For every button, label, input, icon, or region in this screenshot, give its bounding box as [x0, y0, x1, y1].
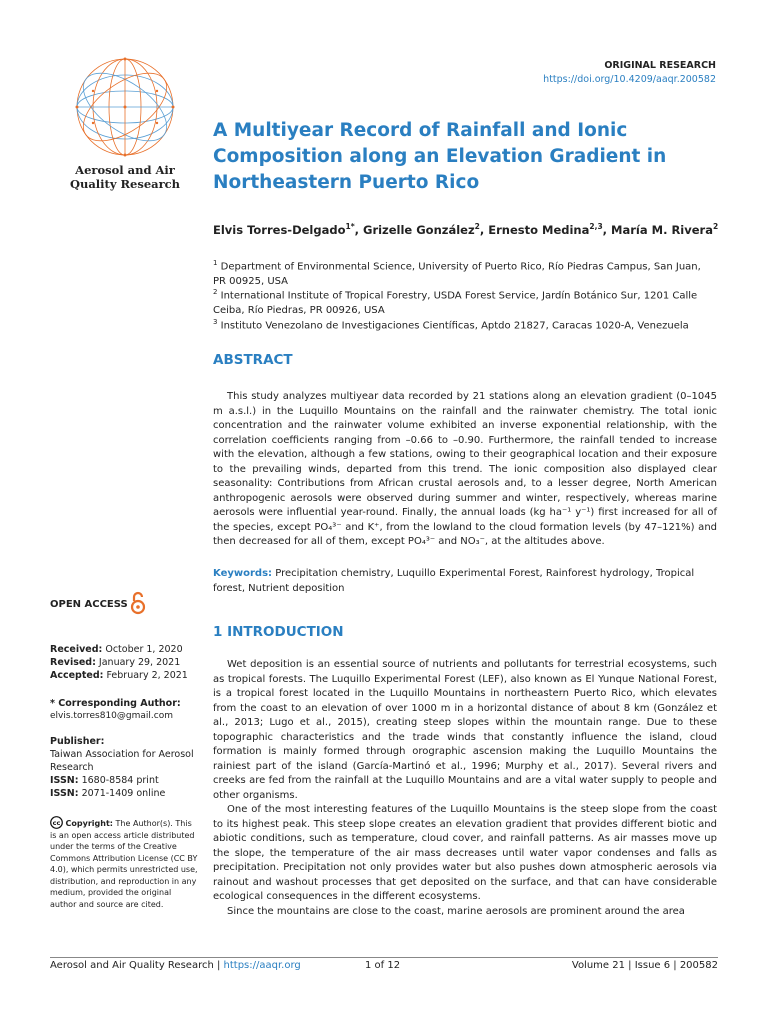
intro-paragraph: One of the most interesting features of the Luquillo Mountains is the steep slope from the coast to its highest peak. This steep slope creates an elevation gradient that provides different biotic and abiotic conditions, such as temperature, cloud cover, and rainfall patterns. As air masses move up the slope, the temperature of the air mass decreases until water vapor condenses and falls as precipitation. Precipitation not only provides water but also pushes down atmospheric aerosols via rainout and washout processes that get deposited on the surface, and that can have considerable ecological consequences in the different ecosystems. — [213, 804, 717, 902]
author-list: Elvis Torres-Delgado$^{1*}$, Grizelle González$^2$, Ernesto Medina$^{2,3}$, María M. Rivera$^2$ — [213, 222, 719, 237]
doi-link[interactable]: https://doi.org/10.4209/aaqr.200582 — [543, 74, 716, 85]
accepted-date: Accepted: February 2, 2021 — [50, 670, 188, 681]
affiliation-text: Department of Environmental Science, University of Puerto Rico, Río Piedras Campus, San Juan, PR 00925, USA — [213, 261, 701, 288]
intro-heading: 1 INTRODUCTION — [213, 624, 344, 640]
affiliation-3 — [213, 315, 713, 333]
author-name[interactable]: Ernesto Medina — [488, 222, 590, 237]
keywords — [213, 566, 717, 596]
corresponding-email[interactable]: elvis.torres810@gmail.com — [50, 711, 173, 721]
publisher-label: Publisher: — [50, 736, 105, 747]
copyright-notice — [50, 816, 200, 910]
article-title: A Multiyear Record of Rainfall and Ionic Composition along an Elevation Gradient in Northeastern Puerto Rico — [213, 120, 667, 193]
footer-divider — [50, 957, 718, 958]
publisher-name: Taiwan Association for Aerosol Research — [50, 749, 194, 773]
affiliation-text: Instituto Venezolano de Investigaciones Científicas, Aptdo 21827, Caracas 1020-A, Venezuela — [217, 320, 689, 332]
copyright-label: Copyright: — [65, 819, 113, 828]
publisher-info — [50, 735, 200, 800]
corresponding-label: * Corresponding Author: — [50, 698, 181, 709]
globe-logo-icon — [50, 55, 200, 165]
author-sup: 2,3 — [589, 222, 603, 231]
intro-paragraph: Since the mountains are close to the coast, marine aerosols are prominent around the area — [227, 905, 685, 917]
article-dates — [50, 643, 200, 682]
affiliation-2 — [213, 285, 713, 318]
affiliation-text: International Institute of Tropical Forestry, USDA Forest Service, Jardín Botánico Sur, 1201 Calle Ceiba, Río Piedras, PR 00926, USA — [213, 290, 698, 317]
open-access-lock-icon — [130, 591, 146, 615]
issn-print: ISSN: 1680-8584 print — [50, 775, 159, 786]
affiliation-sup: 2 — [213, 288, 218, 296]
open-access-label: OPEN ACCESS — [50, 599, 128, 610]
footer-journal-name: Aerosol and Air Quality Research — [50, 960, 214, 971]
keywords-label: Keywords: — [213, 568, 273, 579]
footer-volume: Volume 21 | Issue 6 | 200582 — [571, 960, 718, 971]
revised-date: Revised: January 29, 2021 — [50, 657, 181, 668]
author-sup: 2 — [474, 222, 480, 231]
corresponding-author — [50, 697, 200, 723]
keywords-list: Precipitation chemistry, Luquillo Experimental Forest, Rainforest hydrology, Tropical forest, Nutrient deposition — [213, 568, 695, 594]
author-name[interactable]: María M. Rivera — [611, 222, 713, 237]
footer-journal — [50, 960, 301, 971]
author-name[interactable]: Grizelle González — [363, 222, 475, 237]
page-number: 1 of 12 — [365, 960, 401, 971]
article-type-label: ORIGINAL RESEARCH — [604, 60, 716, 71]
author-name[interactable]: Elvis Torres-Delgado — [213, 222, 346, 237]
author-sup: 2 — [712, 222, 719, 231]
footer-url-link[interactable]: https://aaqr.org — [223, 960, 301, 971]
intro-text — [213, 658, 717, 919]
svg-text:cc: cc — [52, 819, 61, 827]
journal-name: Aerosol and Air Quality Research — [69, 163, 181, 191]
intro-paragraph: Wet deposition is an essential source of nutrients and pollutants for terrestrial ecosystems, such as tropical forests. The Luquillo Experimental Forest (LEF), also known as El Yunque National Forest, is a tropical forest located in the Luquillo Mountains in northeastern Puerto Rico, which elevates from the coast to an elevation of over 1000 m in a horizontal distance of about 8 km (González et al., 2013; Lugo et al., 2015), creating steep slopes within the mountain range. Due to these topographic characteristics and the trade winds that constantly influence the island, cloud formation is mainly formed through orographic ascension making the Luquillo Mountains the rainiest part of the island (García-Martinó et al., 1996; Murphy et al., 2017). Several rivers and creeks are fed from the rainfall at the Luquillo Mountains and are a vital water supply to people and other organisms. — [213, 659, 717, 801]
copyright-text: The Author(s). This is an open access article distributed under the terms of the Creative Commons Attribution License (CC BY 4.0), which permits unrestricted use, distribution, and reproduction in any medium, provided the original author and source are cited. — [50, 819, 198, 909]
footer-separator: | — [213, 960, 224, 971]
abstract-text — [213, 390, 717, 550]
affiliation-sup: 1 — [213, 259, 218, 267]
issn-online: ISSN: 2071-1409 online — [50, 788, 166, 799]
affiliation-sup: 3 — [213, 318, 218, 326]
abstract-heading: ABSTRACT — [213, 352, 293, 368]
author-sup: 1* — [345, 222, 355, 231]
cc-icon — [50, 816, 63, 829]
abstract-paragraph: This study analyzes multiyear data recorded by 21 stations along an elevation gradient (0–1045 m a.s.l.) in the Luquillo Mountains on the rainfall and the rainwater chemistry. The total ionic concentration and the rainwater volume exhibited an inverse exponential relationship, with the correlation coefficients ranging from –0.66 to –0.90. Furthermore, the rainfall tended to increase with the elevation, although a few stations, owing to their geographical location and their exposure to the prevailing winds, departed from this trend. The ionic composition also displayed clear seasonality: Contributions from African crustal aerosols and, to a lesser degree, North American anthropogenic aerosols were observed during summer and winter, respectively, whereas marine aerosols were influential year-round. Finally, the annual loads (kg ha⁻¹ y⁻¹) first increased for all of the species, except PO₄³⁻ and K⁺, from the lowland to the cloud formation levels (by 47–121%) and then decreased for all of them, except PO₄³⁻ and NO₃⁻, at the altitudes above. — [213, 391, 717, 547]
received-date: Received: October 1, 2020 — [50, 644, 183, 655]
